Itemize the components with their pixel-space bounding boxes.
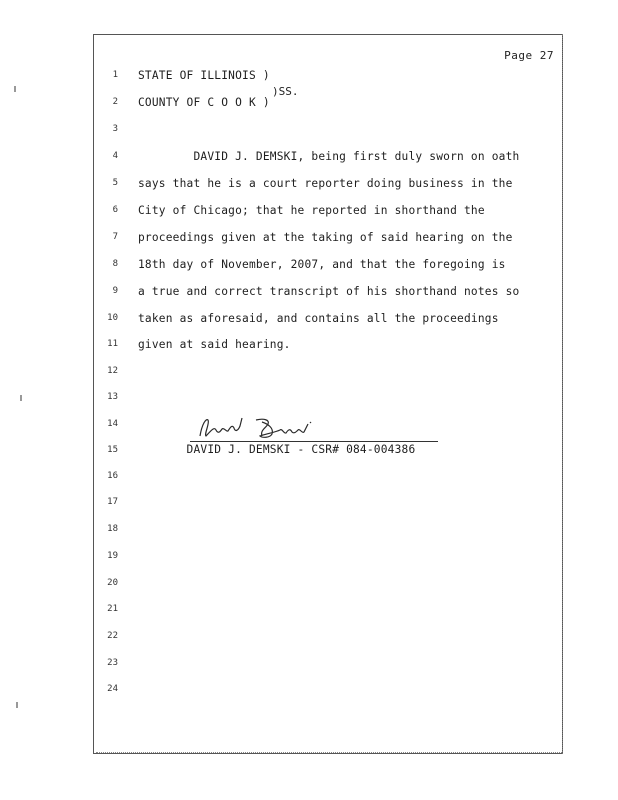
line-number: 1 xyxy=(112,70,118,80)
scan-mark xyxy=(20,395,22,401)
line-number: 8 xyxy=(112,259,118,269)
line-number: 13 xyxy=(107,392,118,402)
transcript-line: STATE OF ILLINOIS ) xyxy=(138,69,270,82)
transcript-line: proceedings given at the taking of said hearing on the xyxy=(138,231,513,244)
bottom-rule xyxy=(96,752,562,753)
line-number: 4 xyxy=(112,151,118,161)
transcript-line: 18th day of November, 2007, and that the foregoing is xyxy=(138,258,506,271)
line-number: 20 xyxy=(107,578,118,588)
line-number: 21 xyxy=(107,604,118,614)
transcript-line: City of Chicago; that he reported in shorthand the xyxy=(138,204,485,217)
page-edge-speckle xyxy=(562,34,565,754)
page-number: Page 27 xyxy=(504,49,554,62)
transcript-line: taken as aforesaid, and contains all the proceedings xyxy=(138,312,499,325)
transcript-line: given at said hearing. xyxy=(138,338,291,351)
line-number: 18 xyxy=(107,524,118,534)
line-number: 5 xyxy=(112,178,118,188)
line-number: 19 xyxy=(107,551,118,561)
line-number: 9 xyxy=(112,286,118,296)
transcript-page-frame xyxy=(93,34,563,754)
line-number: 2 xyxy=(112,97,118,107)
line-number: 23 xyxy=(107,658,118,668)
transcript-line: a true and correct transcript of his shorthand notes so xyxy=(138,285,520,298)
line-number: 12 xyxy=(107,366,118,376)
line-number: 7 xyxy=(112,232,118,242)
signature-line xyxy=(190,441,438,442)
line-number: 3 xyxy=(112,124,118,134)
line-number: 22 xyxy=(107,631,118,641)
line-number: 11 xyxy=(107,339,118,349)
reporter-name-line: DAVID J. DEMSKI - CSR# 084-004386 xyxy=(138,443,416,456)
line-number: 16 xyxy=(107,471,118,481)
line-number: 24 xyxy=(107,684,118,694)
line-number: 14 xyxy=(107,419,118,429)
transcript-line: DAVID J. DEMSKI, being first duly sworn on oath xyxy=(138,150,520,163)
ss-label: )SS. xyxy=(272,85,299,98)
line-number: 15 xyxy=(107,445,118,455)
transcript-line: says that he is a court reporter doing business in the xyxy=(138,177,513,190)
transcript-line: COUNTY OF C O O K ) xyxy=(138,96,270,109)
line-number: 6 xyxy=(112,205,118,215)
scan-mark xyxy=(14,86,16,92)
signature-image xyxy=(196,414,326,442)
line-number: 17 xyxy=(107,497,118,507)
scan-mark xyxy=(16,702,18,708)
line-number: 10 xyxy=(107,313,118,323)
